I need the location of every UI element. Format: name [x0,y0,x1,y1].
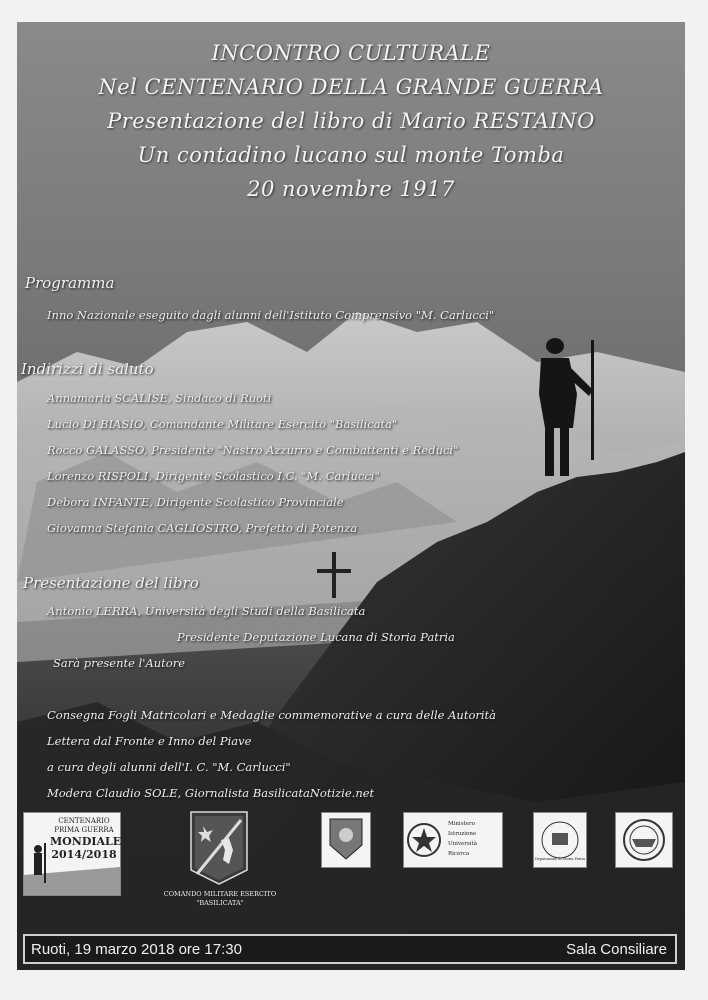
ruoti-crest-logo [321,812,371,868]
saluti-item: Annamaria SCALISE, Sindaco di Ruoti [47,391,272,405]
title-presentazione: Presentazione del libro di Mario RESTAINO [107,109,595,133]
saluti-item: Lucio DI BIASIO, Comandante Militare Esercito "Basilicata" [47,417,398,431]
saluti-item: Debora INFANTE, Dirigente Scolastico Provinciale [47,495,344,509]
centenario-logo [23,812,121,896]
ministero-line: Ricerca [448,851,470,857]
saluti-heading: Indirizzi di saluto [21,360,154,378]
title-block [17,36,685,206]
presentazione-speaker: Antonio LERRA, Università degli Studi della Basilicata [47,604,366,618]
emblem-icon [404,813,444,867]
title-centenario: Nel CENTENARIO DELLA GRANDE GUERRA [98,75,604,99]
presentazione-role: Presidente Deputazione Lucana di Storia Patria [177,630,455,644]
closing-line: Consegna Fogli Matricolari e Medaglie commemorative a cura delle Autorità [47,708,497,722]
event-footer [23,934,677,964]
saluti-item: Lorenzo RISPOLI, Dirigente Scolastico I.C. "M. Carlucci" [47,469,380,483]
comando-line1: COMANDO MILITARE ESERCITO [163,890,277,898]
presentazione-heading: Presentazione del libro [23,574,199,592]
programma-heading: Programma [25,274,115,292]
deputazione-label: Deputazione di Storia Patria [534,857,586,861]
saluti-item: Giovanna Stefania CAGLIOSTRO, Prefetto di Potenza [47,521,358,535]
event-venue: Sala Consiliare [566,941,667,958]
medal-icon [616,813,672,867]
ministero-logo [403,812,503,868]
centenario-line2: PRIMA GUERRA [54,826,114,834]
coat-of-arms-icon [189,810,249,886]
deputazione-logo [533,812,587,868]
closing-line: a cura degli alunni dell'I. C. "M. Carlucci" [47,760,291,774]
centenario-line3: MONDIALE [50,835,122,848]
nastro-azzurro-logo [615,812,673,868]
crest-icon [322,813,370,867]
ministero-line: Ministero [448,821,475,827]
ministero-line: Istruzione [448,831,477,837]
sponsor-logos [17,808,685,918]
poster [17,22,685,970]
ministero-line: Università [448,841,477,847]
presentazione-note: Sarà presente l'Autore [53,656,186,670]
event-date-time: Ruoti, 19 marzo 2018 ore 17:30 [31,941,242,958]
programma-item: Inno Nazionale eseguito dagli alunni dell'Istituto Comprensivo "M. Carlucci" [47,308,495,322]
title-incontro: INCONTRO CULTURALE [211,41,491,65]
comando-logo [155,810,285,916]
saluti-item: Rocco GALASSO, Presidente "Nastro Azzurro e Combattenti e Reduci" [47,443,459,457]
title-book: Un contadino lucano sul monte Tomba [137,143,565,167]
centenario-line4: 2014/2018 [51,848,117,861]
closing-line: Modera Claudio SOLE, Giornalista BasilicataNotizie.net [47,786,375,800]
comando-line2: "BASILICATA" [196,899,244,907]
title-date: 20 novembre 1917 [247,177,455,201]
centenario-line1: CENTENARIO [58,817,110,825]
closing-line: Lettera dal Fronte e Inno del Piave [47,734,252,748]
